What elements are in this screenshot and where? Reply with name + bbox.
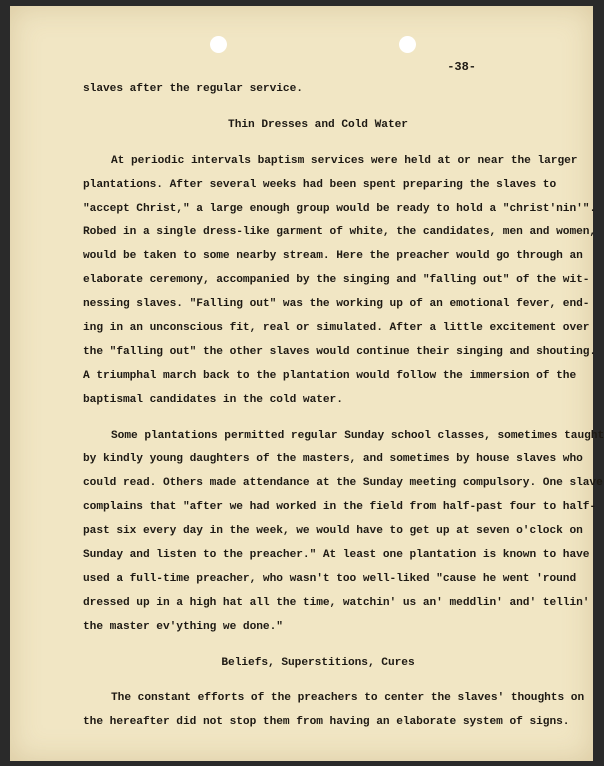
text-line: past six every day in the week, we would have to get up at seven o'clock on — [83, 525, 583, 538]
binder-hole-right — [399, 36, 416, 53]
text-line: the "falling out" the other slaves would continue their singing and shouting. — [83, 345, 597, 358]
text-line: plantations. After several weeks had been spent preparing the slaves to — [83, 178, 557, 191]
text-line: nessing slaves. "Falling out" was the working up of an emotional fever, end- — [83, 298, 590, 311]
text-line: the master ev'ything we done." — [83, 620, 283, 633]
paragraph-beliefs — [83, 687, 585, 735]
text-line: Sunday and listen to the preacher." At least one plantation is known to have — [83, 549, 590, 562]
text-line: At periodic intervals baptism services were held at or near the larger — [111, 154, 578, 167]
page-number: -38- — [447, 60, 476, 74]
text-line: Robed in a single dress-like garment of white, the candidates, men and women, — [83, 226, 597, 239]
text-line: would be taken to some nearby stream. Here the preacher would go through an — [83, 250, 583, 263]
continuation-line: slaves after the regular service. — [83, 83, 303, 95]
text-line: complains that "after we had worked in the field from half-past four to half- — [83, 501, 597, 514]
text-line: ing in an unconscious fit, real or simulated. After a little excitement over — [83, 322, 590, 335]
text-line: The constant efforts of the preachers to center the slaves' thoughts on — [111, 692, 585, 705]
section-heading-thin-dresses: Thin Dresses and Cold Water — [228, 118, 408, 131]
text-line: baptismal candidates in the cold water. — [83, 393, 343, 406]
binder-hole-left — [210, 36, 227, 53]
paragraph-sunday-school — [83, 425, 604, 640]
text-line: could read. Others made attendance at the Sunday meeting compulsory. One slave — [83, 477, 603, 490]
text-line: dressed up in a high hat all the time, watchin' us an' meddlin' and' tellin' — [83, 596, 590, 609]
text-line: the hereafter did not stop them from having an elaborate system of signs. — [83, 716, 570, 729]
text-line: "accept Christ," a large enough group would be ready to hold a "christ'nin'". — [83, 202, 597, 215]
document-body — [83, 78, 604, 735]
text-line: elaborate ceremony, accompanied by the singing and "falling out" of the wit- — [83, 274, 590, 287]
document-page — [10, 6, 604, 761]
text-line: by kindly young daughters of the masters, and sometimes by house slaves who — [83, 453, 583, 466]
text-line: used a full-time preacher, who wasn't too well-liked "cause he went 'round — [83, 572, 577, 585]
paragraph-baptism — [83, 150, 597, 413]
text-line: A triumphal march back to the plantation would follow the immersion of the — [83, 369, 577, 382]
section-heading-beliefs: Beliefs, Superstitions, Cures — [221, 656, 415, 669]
text-line: Some plantations permitted regular Sunday school classes, sometimes taught — [111, 429, 604, 442]
